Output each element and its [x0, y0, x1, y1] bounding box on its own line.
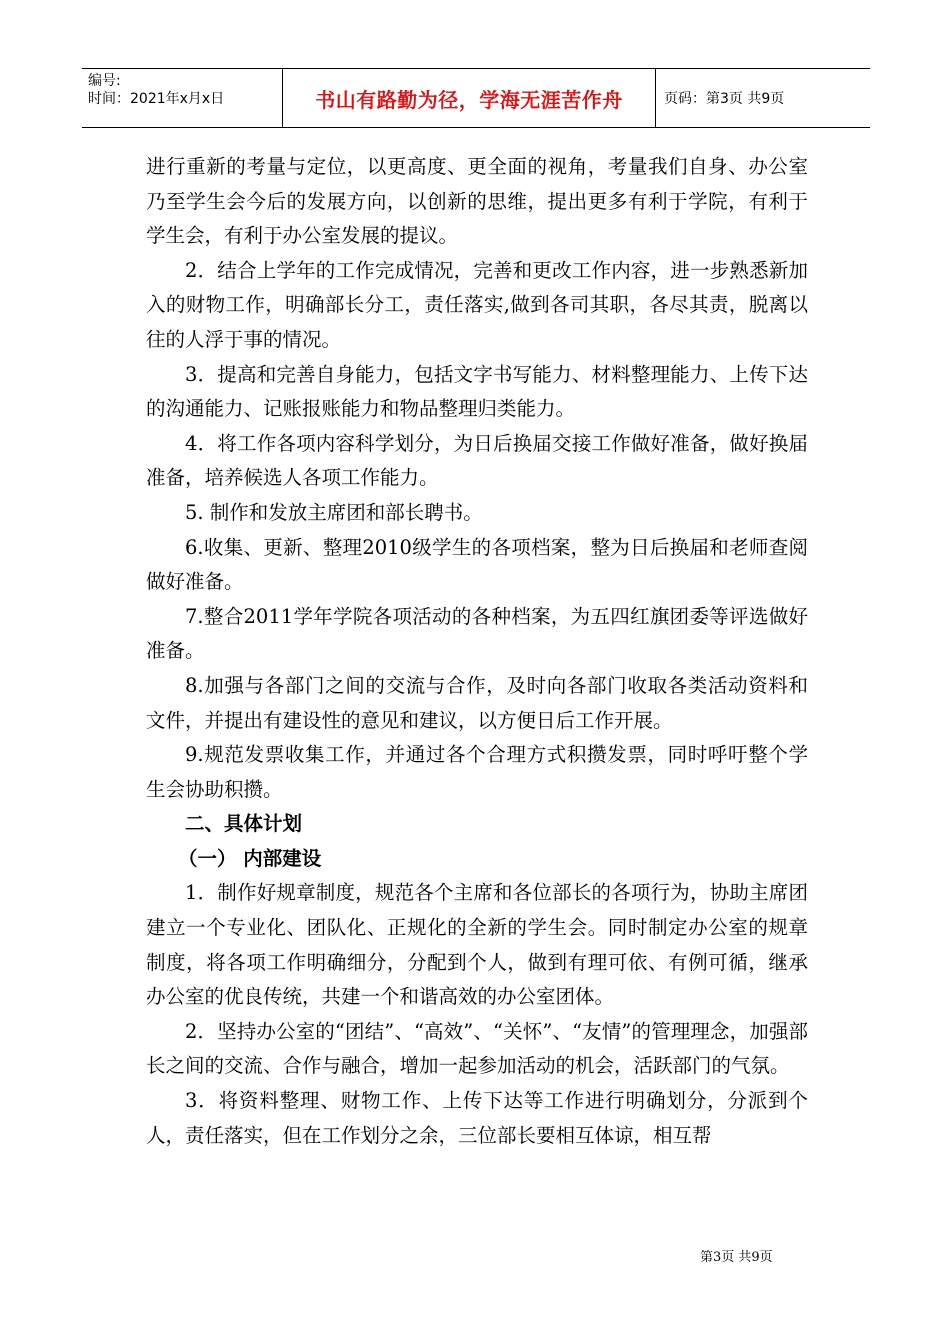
document-number-label: 编号: [88, 73, 121, 89]
paragraph-continuation: 进行重新的考量与定位，以更高度、更全面的视角，考量我们自身、办公室乃至学生会今后的发展方向，以创新的思维，提出更多有利于学院，有利于学生会，有利于办公室发展的提议。 [146, 155, 808, 248]
paragraph-item-5: 5. 制作和发放主席团和部长聘书。 [185, 500, 483, 524]
paragraph-item-6: 6.收集、更新、整理2010级学生的各项档案，整为日后换届和老师查阅做好准备。 [146, 535, 808, 594]
page-header [82, 68, 870, 128]
paragraph-item-2: 2．结合上学年的工作完成情况，完善和更改工作内容，进一步熟悉新加入的财物工作，明确部长分工，责任落实,做到各司其职，各尽其责，脱离以往的人浮于事的情况。 [146, 258, 808, 351]
document-date: 时间：2021年x月x日 [88, 91, 225, 107]
paragraph-item-9: 9.规范发票收集工作，并通过各个合理方式积攒发票，同时呼吁整个学生会协助积攒。 [146, 743, 808, 801]
plan-paragraph-3: 3．将资料整理、财物工作、上传下达等工作进行明确划分，分派到个人，责任落实，但在工作划分之余，三位部长要相互体谅，相互帮 [146, 1089, 808, 1147]
plan-paragraph-2: 2．坚持办公室的“团结”、“高效”、“关怀”、“友情”的管理理念，加强部长之间的交流、合作与融合，增加一起参加活动的机会，活跃部门的气氛。 [146, 1019, 808, 1078]
paragraph-item-3: 3．提高和完善自身能力，包括文字书写能力、材料整理能力、上传下达的沟通能力、记账报账能力和物品整理归类能力。 [146, 362, 808, 421]
document-body [146, 150, 808, 1153]
header-motto: 书山有路勤为径，学海无涯苦作舟 [282, 69, 656, 127]
header-left-cell [82, 69, 282, 127]
plan-paragraph-1: 1．制作好规章制度，规范各个主席和各位部长的各项行为，协助主席团建立一个专业化、团队化、正规化的全新的学生会。同时制定办公室的规章制度，将各项工作明确细分，分配到个人，做到有理可依、有例可循，继承办公室的优良传统，共建一个和谐高效的办公室团体。 [146, 881, 808, 1009]
paragraph-item-4: 4．将工作各项内容科学划分，为日后换届交接工作做好准备，做好换届准备，培养候选人各项工作能力。 [146, 431, 808, 490]
section-heading: 二、具体计划 [185, 812, 303, 836]
paragraph-item-8: 8.加强与各部门之间的交流与合作，及时向各部门收取各类活动资料和文件，并提出有建设性的意见和建议，以方便日后工作开展。 [146, 673, 808, 732]
page-footer: 第3页 共9页 [700, 1250, 773, 1265]
header-page-code: 页码：第3页 共9页 [664, 91, 785, 107]
subsection-heading: （一） 内部建设 [178, 846, 322, 870]
paragraph-item-7: 7.整合2011学年学院各项活动的各种档案，为五四红旗团委等评选做好准备。 [146, 604, 808, 663]
